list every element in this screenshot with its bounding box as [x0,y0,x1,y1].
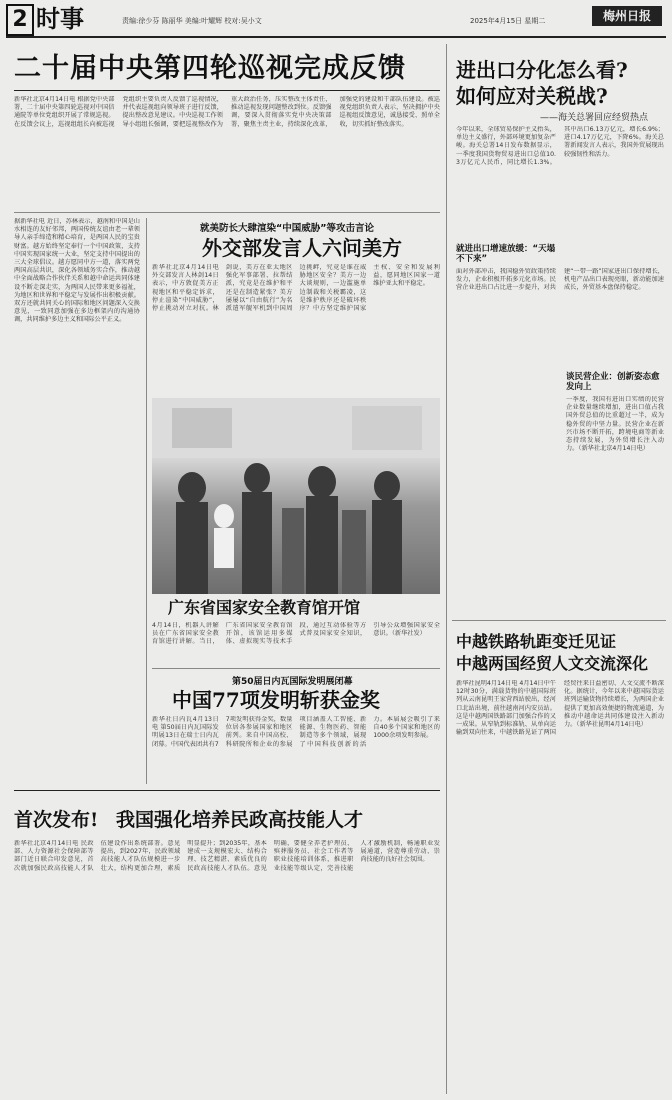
diplomacy-body: 新华社北京4月14日电 外交部发言人林剑14日表示，中方敦促美方正视地区和平稳定诉求，停止渲染“中国威胁”，停止挑动对立对抗。林剑说，美方在亚太地区强化军事部署、拉帮结派，究竟是在维护和平还是在制造紧张？美方屡屡以“自由航行”为名派遣军舰军机到中国周边挑衅，究竟是谁在威胁地区安全？美方一边大谈规则，一边滥施单边制裁和关税霸凌，这是维护秩序还是破坏秩序？中方坚定维护国家主权、安全和发展利益，愿同地区国家一道维护亚太和平稳定。 [152,264,440,313]
column-divider [446,44,447,1094]
trade-bottom-rule [452,620,666,621]
page-number: 2 [6,4,34,36]
lead-bottom-rule [14,212,440,213]
trade-headline-1: 进出口分化怎么看? [456,58,628,82]
photo-scene [152,398,440,594]
photo-caption: 4月14日，机器人讲解员在广东省国家安全教育馆进行讲解。当日，广东省国家安全教育馆开馆，该馆运用多媒体、虚拟现实等技术手段，通过互动体验等方式普及国家安全知识，引导公众增强国家安全意识。（新华社发） [152,622,440,646]
lead-headline: 二十届中央第四轮巡视完成反馈 [14,53,406,84]
left-column-body: 据新华社电 近日，苏林表示，越南和中国是山水相连的友好邻邦，两国传统友谊由老一辈领导人亲手缔造和精心培育，是两国人民的宝贵财富。越方始终坚定奉行一个中国政策，支持中国实现国家统一大业，坚定支持中国提出的三大全球倡议。越方愿同中方一道，落实两党两国高层共识，深化各领域务实合作，推动越中全面战略合作伙伴关系和越中命运共同体建设不断走深走实，为两国人民带来更多福祉，为地区和世界和平稳定与发展作出积极贡献。双方还就共同关心的国际和地区问题深入交换意见，一致同意加强在多边框架内的沟通协调，共同维护多边主义和国际公平正义。 [14,218,140,324]
lead-body: 新华社北京4月14日电 根据党中央部署，二十届中央第四轮巡视对中国信通院等单位党组织开展了常规巡视。在反馈会议上，巡视组组长向被巡视党组织主要负责人反馈了巡视情况，并代表巡视组向领导班子进行反馈，提出整改意见建议。中央巡视工作领导小组组长强调，要把巡视整改作为重大政治任务，压实整改主体责任，推动巡视发现问题整改到位。反馈强调，要深入贯彻落实党中央决策部署，聚焦主责主业，持续深化改革，加强党的建设和干部队伍建设。被巡视党组织负责人表示，坚决拥护中央巡视组反馈意见，诚恳接受、照单全收，切实抓好整改落实。 [14,96,440,128]
invention-body: 新华社日内瓦4月13日电 第50届日内瓦国际发明展13日在瑞士日内瓦闭幕。中国代表团共有77项发明获得金奖，数量位居各参展国家和地区前列。来自中国高校、科研院所和企业的参展项目涵盖人工智能、新能源、生物医药、智能制造等多个领域，展现了中国科技创新的活力。本届展会吸引了来自40多个国家和地区的1000余项发明参展。 [152,716,440,748]
diplomacy-headline: 外交部发言人六问美方 [202,236,402,260]
rail-headline-2: 中越两国经贸人文交流深化 [456,654,649,673]
skills-kicker: 首次发布! [14,809,99,831]
trade-body-2: 面对外部冲击，我国稳外贸政策持续发力，企业积极开拓多元化市场。民营企业进出口占比进一步提升，对共建“一带一路”国家进出口保持增长，机电产品出口表现亮眼，新动能加速成长，外贸基本盘保持稳定。 [456,268,664,292]
photo-headline: 广东省国家安全教育馆开馆 [168,598,361,617]
rail-body: 新华社昆明4月14日电 4月14日中午12时30分，满载货物的中越国际班列从云南昆明王家营西站驶出，经河口北站出境，前往越南河内安员站。这是中越两国铁路部门加强合作的又一成果。从窄轨到标准轨、从单向运输到双向往来，中越铁路见证了两国经贸往来日益密切、人文交流不断深化。据统计，今年以来中越国际货运班列运输货物持续增长，为两国企业提供了更加高效便捷的物流通道，为推动中越命运共同体建设注入新动力。（新华社昆明4月14日电） [456,680,664,737]
diplomacy-kicker: 就美防长大肆渲染“中国威胁”等攻击言论 [200,223,374,234]
skills-headline: 我国强化培养民政高技能人才 [116,809,364,831]
left-column-divider [146,218,147,784]
section-title: 时事 [36,4,84,33]
invention-top-rule [152,668,440,669]
trade-body-3: 一季度，我国有进出口实绩的民营企业数量继续增加，进出口值占我国外贸总值的比重超过一半，成为稳外贸的中坚力量。民营企业在新兴市场不断开拓，跨境电商等新业态持续发展，为外贸增长注入动力。（新华社北京4月14日电） [566,396,664,453]
trade-q2: 谈民营企业：创新姿态愈发向上 [566,372,660,392]
invention-kicker: 第50届日内瓦国际发明展闭幕 [232,677,353,687]
issue-date: 2025年4月15日 星期二 [470,17,546,25]
newspaper-logo: 梅州日报 [592,6,662,26]
lead-headline-rule [14,90,440,91]
trade-body: 今年以来，全球贸易保护主义抬头，单边主义盛行，外部环境更加复杂严峻。海关总署14日发布数据显示，一季度我国货物贸易进出口总值10.3万亿元人民币，同比增长1.3%。其中出口6.13万亿元，增长6.9%；进口4.17万亿元，下降6%。海关总署新闻发言人表示，我国外贸展现出较强韧性和活力。 [456,126,664,166]
masthead-rule [6,36,666,38]
editors-line: 责编:徐少芬 陈丽华 美编:叶耀辉 校对:吴小文 [122,17,262,25]
trade-q1: 就进出口增速放缓：“天塌不下来” [456,244,556,264]
news-photo [152,398,440,594]
rail-headline-1: 中越铁路轨距变迁见证 [456,632,617,651]
skills-body: 新华社北京4月14日电 民政部、人力资源社会保障部等部门近日联合印发意见，首次就加强民政高技能人才队伍建设作出系统部署。意见提出，到2027年，民政领域高技能人才队伍规模进一步壮大，结构更加合理，素质明显提升；到2035年，基本建成一支规模宏大、结构合理、技艺精湛、素质优良的民政高技能人才队伍。意见明确，要健全养老护理员、殡葬服务员、社会工作者等职业技能培训体系，推进职业技能等级认定，完善技能人才激励机制，畅通职业发展通道，营造尊重劳动、崇尚技能的良好社会氛围。 [14,840,440,872]
trade-subheadline: ——海关总署回应经贸热点 [540,113,649,123]
skills-top-rule [14,790,440,791]
invention-headline: 中国77项发明斩获金奖 [172,688,380,712]
trade-headline-2: 如何应对关税战? [456,84,608,108]
